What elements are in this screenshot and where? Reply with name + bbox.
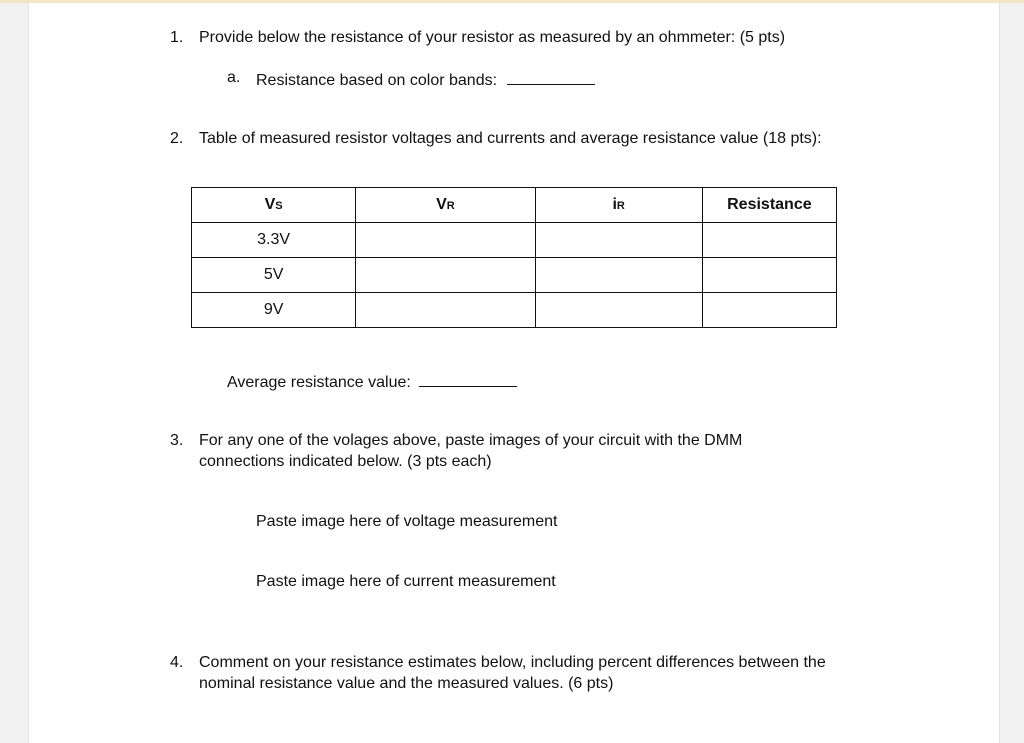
average-answer-line[interactable] [419,370,517,387]
cell-vr[interactable] [356,223,535,258]
header-resistance: Resistance [702,188,836,223]
paste-current-placeholder[interactable]: Paste image here of current measurement [256,573,556,590]
table-row [192,258,837,293]
q1a-letter: a. [227,69,241,86]
q1-text: Provide below the resistance of your resistor as measured by an ohmmeter: (5 pts) [199,29,786,46]
q1a-label [256,68,595,91]
q4-line2: nominal resistance value and the measured values. (6 pts) [199,675,614,692]
q4-line1: Comment on your resistance estimates below, including percent differences between the [199,654,826,671]
cell-resistance[interactable] [702,258,836,293]
cell-ir[interactable] [535,293,702,328]
cell-vs: 3.3V [192,223,356,258]
cell-vr[interactable] [356,293,535,328]
cell-vs: 9V [192,293,356,328]
q2-number: 2. [170,130,184,147]
average-label: Average resistance value: [227,374,411,391]
q3-line1: For any one of the volages above, paste images of your circuit with the DMM [199,432,743,449]
q1a-text: Resistance based on color bands: [256,72,498,89]
cell-resistance[interactable] [702,223,836,258]
table-row [192,223,837,258]
paste-voltage-placeholder[interactable]: Paste image here of voltage measurement [256,513,558,530]
document-page [28,3,1000,743]
table-row [192,293,837,328]
cell-ir[interactable] [535,223,702,258]
average-resistance [227,370,517,393]
q3-line2: connections indicated below. (3 pts each) [199,453,492,470]
cell-vr[interactable] [356,258,535,293]
q3-number: 3. [170,432,184,449]
q1-number: 1. [170,29,184,46]
q4-number: 4. [170,654,184,671]
cell-vs: 5V [192,258,356,293]
header-vs: VS [192,188,356,223]
table-header-row [192,188,837,223]
color-band-answer-line[interactable] [507,68,595,85]
cell-resistance[interactable] [702,293,836,328]
measurement-table [191,187,837,328]
header-ir: iR [535,188,702,223]
q2-text: Table of measured resistor voltages and currents and average resistance value (18 pts): [199,130,822,147]
cell-ir[interactable] [535,258,702,293]
header-vr: VR [356,188,535,223]
